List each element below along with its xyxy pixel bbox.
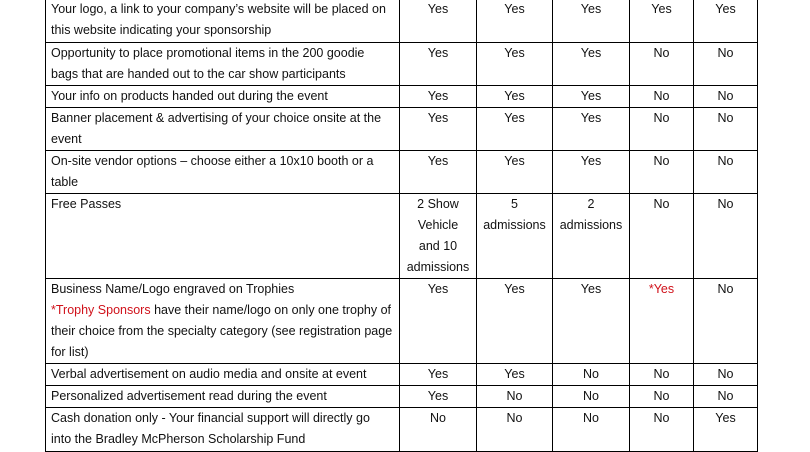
value-cell: No: [630, 108, 694, 151]
table-row: [46, 86, 758, 108]
feature-cell: Banner placement & advertising of your choice onsite at the event: [46, 108, 400, 151]
value-cell: 2 Show Vehicle and 10 admissions: [400, 194, 477, 279]
value-cell: No: [553, 386, 630, 408]
value-cell: Yes: [477, 86, 553, 108]
feature-cell: On-site vendor options – choose either a 10x10 booth or a table: [46, 151, 400, 194]
value-cell: Yes: [400, 364, 477, 386]
feature-cell: Free Passes: [46, 194, 400, 279]
feature-cell: Business Name/Logo engraved on Trophies *Trophy Sponsors have their name/logo on only one trophy of their choice from the specialty category (see registration page for list): [46, 279, 400, 364]
value-cell: Yes: [477, 151, 553, 194]
value-cell: Yes: [553, 279, 630, 364]
value-cell: No: [477, 408, 553, 452]
value-cell: No: [694, 86, 758, 108]
value-cell: No: [694, 43, 758, 86]
value-cell: No: [477, 386, 553, 408]
value-cell: No: [553, 408, 630, 452]
feature-cell: Opportunity to place promotional items in the 200 goodie bags that are handed out to the car show participants: [46, 43, 400, 86]
value-cell: Yes: [477, 43, 553, 86]
value-cell: No: [630, 408, 694, 452]
value-cell: Yes: [400, 86, 477, 108]
value-cell: No: [630, 86, 694, 108]
value-cell: No: [630, 43, 694, 86]
feature-cell: Cash donation only - Your financial support will directly go into the Bradley McPherson Scholarship Fund: [46, 408, 400, 452]
value-cell: Yes: [694, 0, 758, 43]
value-cell: No: [694, 279, 758, 364]
value-cell: No: [694, 108, 758, 151]
value-cell: Yes: [400, 151, 477, 194]
trophy-sponsors-highlight: *Trophy Sponsors: [51, 303, 151, 317]
value-cell: 2 admissions: [553, 194, 630, 279]
table-row: [46, 279, 758, 364]
feature-cell: Your info on products handed out during the event: [46, 86, 400, 108]
value-cell: No: [630, 194, 694, 279]
value-cell-highlight: *Yes: [630, 279, 694, 364]
value-cell: No: [630, 151, 694, 194]
value-cell: 5 admissions: [477, 194, 553, 279]
table-row: [46, 151, 758, 194]
feature-cell: Your logo, a link to your company’s website will be placed on this website indicating your sponsorship: [46, 0, 400, 43]
table-row: [46, 43, 758, 86]
value-cell: Yes: [477, 364, 553, 386]
value-cell: Yes: [477, 0, 553, 43]
value-cell: Yes: [553, 86, 630, 108]
value-cell: No: [630, 364, 694, 386]
trophy-sponsor-note: *Trophy Sponsors have their name/logo on only one trophy of: [51, 303, 392, 317]
value-cell: Yes: [630, 0, 694, 43]
value-cell: No: [553, 364, 630, 386]
value-cell: Yes: [477, 108, 553, 151]
value-cell: Yes: [400, 386, 477, 408]
value-cell: Yes: [553, 108, 630, 151]
value-cell: Yes: [477, 279, 553, 364]
table-row: [46, 108, 758, 151]
value-cell: No: [694, 364, 758, 386]
value-cell: Yes: [553, 151, 630, 194]
feature-cell: Personalized advertisement read during the event: [46, 386, 400, 408]
value-cell: No: [400, 408, 477, 452]
value-cell: No: [694, 151, 758, 194]
sponsorship-benefits-table: [45, 0, 758, 452]
table-row: [46, 364, 758, 386]
table-row: [46, 0, 758, 43]
value-cell: Yes: [694, 408, 758, 452]
value-cell: Yes: [400, 108, 477, 151]
table-row: [46, 194, 758, 279]
table-row: [46, 408, 758, 452]
value-cell: No: [694, 386, 758, 408]
value-cell: No: [694, 194, 758, 279]
value-cell: Yes: [553, 0, 630, 43]
value-cell: Yes: [553, 43, 630, 86]
value-cell: No: [630, 386, 694, 408]
value-cell: Yes: [400, 43, 477, 86]
value-cell: Yes: [400, 279, 477, 364]
table-row: [46, 386, 758, 408]
value-cell: Yes: [400, 0, 477, 43]
feature-cell: Verbal advertisement on audio media and onsite at event: [46, 364, 400, 386]
